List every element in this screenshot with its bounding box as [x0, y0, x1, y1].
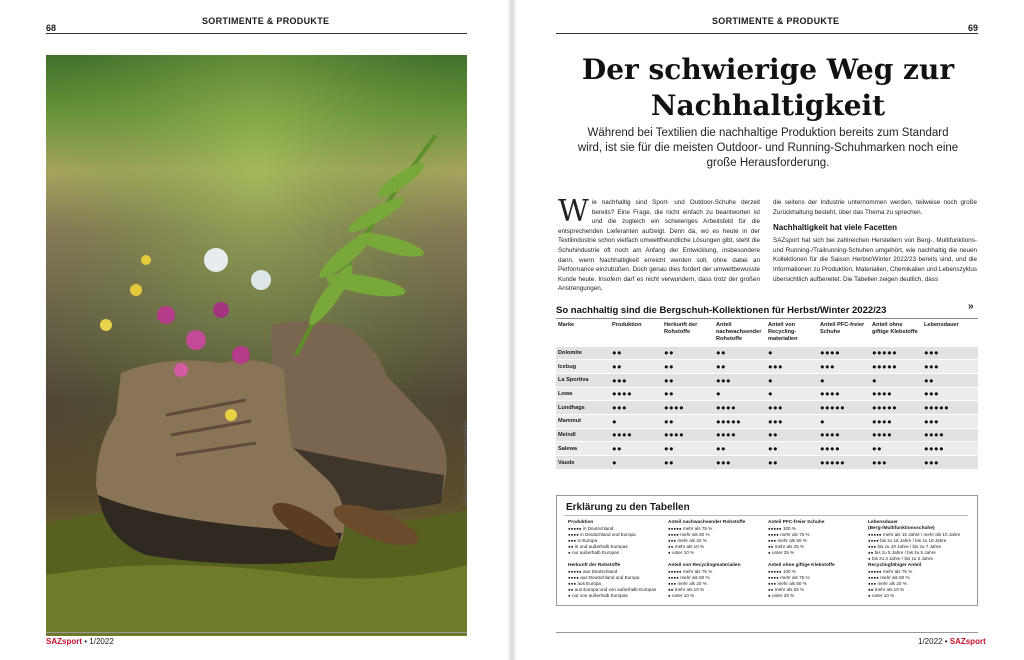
rating-dots: ●●●●	[662, 428, 714, 442]
legend-label: unter 10 %	[672, 550, 695, 555]
rating-dots: ●	[766, 387, 818, 401]
legend-label: 100 %	[782, 569, 796, 574]
rating-dots: ●●	[922, 373, 978, 387]
legend-group	[668, 520, 764, 556]
legend-dots: ●●●	[768, 538, 777, 543]
legend-label: in Europa	[577, 538, 598, 543]
legend-item	[668, 550, 764, 556]
brand-cell: Salewa	[556, 442, 610, 456]
body-column-2	[773, 198, 977, 284]
table-row	[556, 456, 978, 470]
legend-label: bis zu 5 Jahre / bis zu 5 Jahre	[874, 550, 936, 555]
article-headline: Der schwierige Weg zur Nachhaltigkeit	[581, 53, 955, 122]
rating-dots: ●●	[610, 360, 662, 374]
legend-group	[568, 563, 664, 599]
rating-dots: ●●●●●	[922, 401, 978, 415]
legend-dots: ●●●	[668, 581, 677, 586]
legend-dots: ●●●	[568, 581, 577, 586]
legend-label: 100 %	[782, 526, 796, 531]
table-row	[556, 428, 978, 442]
rating-dots: ●●●	[766, 414, 818, 428]
legend-dots: ●●●●	[668, 575, 679, 580]
legend-title: Erklärung zu den Tabellen	[566, 502, 690, 513]
rating-dots: ●●●●	[870, 414, 922, 428]
legend-dots: ●	[768, 550, 771, 555]
rating-dots: ●●	[662, 346, 714, 360]
rating-dots: ●●●●●	[870, 346, 922, 360]
legend-dots: ●●●●●	[868, 569, 882, 574]
table-title: So nachhaltig sind die Bergschuh-Kollektionen für Herbst/Winter 2022/23	[556, 305, 887, 316]
brand-cell: Dolomite	[556, 346, 610, 360]
rating-dots: ●	[610, 414, 662, 428]
legend-dots: ●●●●	[868, 575, 879, 580]
legend-item	[668, 593, 764, 599]
legend-group-title: Anteil PFC-freier Schuhe	[768, 520, 825, 525]
rating-dots: ●●●	[766, 401, 818, 415]
rating-dots: ●●	[766, 456, 818, 470]
brand-cell: Meindl	[556, 428, 610, 442]
body-text: ie nachhaltig sind Sport- und Outdoor-Schuhe derzeit bereits? Eine Frage, die nicht einfach zu beantworten ist und die zugleich ein schwieriges Arbeitsfeld für die entsprechenden Lieferanten aufzeigt. Denn da, wo es heute in der Textilindustrie schon vielfach umweltfreundliche Lösungen gibt, steht die Schuhindustrie oft noch am Anfang der Entwicklung, insbesondere dann, wenn Nachhaltigkeit erreicht werden soll, ohne dabei an Performance einzubüßen. Doch genau dies fordert der umweltbewusste Kunde heute. Insofern darf es nicht verwundern, dass trotz der großen Anstrengungen,	[558, 199, 760, 293]
legend-dots: ●●	[768, 587, 774, 592]
rating-dots: ●●●●	[818, 346, 870, 360]
rating-dots: ●●	[870, 442, 922, 456]
dropcap: W	[558, 194, 589, 229]
legend-dots: ●●●●	[568, 575, 579, 580]
legend-dots: ●●	[568, 544, 574, 549]
brand-cell: Mammut	[556, 414, 610, 428]
legend-label: aus Europa	[577, 581, 601, 586]
legend-group	[568, 520, 664, 556]
legend-label: mehr als 10 %	[874, 587, 905, 592]
running-head: SORTIMENTE & PRODUKTE	[712, 16, 840, 26]
table-row	[556, 360, 978, 374]
table-row	[556, 442, 978, 456]
article-lead: Während bei Textilien die nachhaltige Produktion bereits zum Standard wird, ist sie für die meisten Outdoor- und Running-Schuhmarken noch eine große Herausforderung.	[577, 127, 959, 169]
legend-dots: ●●	[868, 587, 874, 592]
rating-dots: ●●●	[922, 346, 978, 360]
legend-dots: ●●	[768, 544, 774, 549]
legend-dots: ●●●●	[768, 532, 779, 537]
rating-dots: ●	[818, 414, 870, 428]
rating-dots: ●●	[662, 414, 714, 428]
table-header-cell: Anteil nachwachsender Rohstoffe	[716, 322, 762, 342]
table-header-cell: Marke	[558, 322, 575, 328]
rating-dots: ●●●	[922, 360, 978, 374]
legend-item	[868, 556, 964, 562]
table-header-cell: Produktion	[612, 322, 642, 328]
rating-dots: ●●●	[714, 373, 766, 387]
rating-dots: ●●	[766, 442, 818, 456]
legend-label: mehr als 25 %	[774, 587, 805, 592]
table-row	[556, 414, 978, 428]
rating-dots: ●●●●	[610, 428, 662, 442]
legend-dots: ●	[668, 550, 671, 555]
legend-dots: ●●	[868, 550, 874, 555]
rating-dots: ●●●	[922, 414, 978, 428]
table-row	[556, 346, 978, 360]
legend-dots: ●●	[668, 587, 674, 592]
legend-item	[568, 593, 664, 599]
legend-label: bis zu 15 Jahre / bis zu 10 Jahre	[880, 538, 947, 543]
legend-dots: ●	[568, 550, 571, 555]
rating-dots: ●●	[610, 442, 662, 456]
rating-dots: ●●	[662, 373, 714, 387]
legend-group-title: Produktion	[568, 520, 594, 525]
table-header-cell: Anteil von Recycling-materialien	[768, 322, 798, 342]
rating-dots: ●●●	[766, 360, 818, 374]
legend-dots: ●●●●●	[568, 569, 582, 574]
footer: SAZsport • 1/2022	[46, 637, 114, 646]
brand-cell: Icebug	[556, 360, 610, 374]
section-subhead: Nachhaltigkeit hat viele Facetten	[773, 223, 898, 233]
rating-dots: ●●	[662, 360, 714, 374]
rating-dots: ●●●●	[610, 387, 662, 401]
page-gutter	[508, 0, 516, 660]
legend-dots: ●●●●●	[768, 526, 782, 531]
footer-brand: SAZsport	[46, 637, 82, 646]
rating-dots: ●●	[766, 428, 818, 442]
rating-dots: ●●●●	[818, 442, 870, 456]
legend-label: mehr als 75 %	[780, 575, 810, 580]
legend-label: mehr als 20 %	[877, 581, 907, 586]
page-number: 68	[46, 23, 57, 33]
header-rule	[46, 33, 467, 34]
rating-dots: ●	[818, 373, 870, 387]
footer-brand: SAZsport	[949, 637, 986, 646]
table-row	[556, 387, 978, 401]
footer-issue: 1/2022	[918, 637, 943, 646]
rating-dots: ●●●	[714, 456, 766, 470]
table-header-cell: Anteil ohne giftige Klebstoffe	[872, 322, 918, 335]
brand-cell: La Sportiva	[556, 373, 610, 387]
rating-dots: ●●●●	[922, 442, 978, 456]
legend-label: mehr als 75 %	[780, 532, 810, 537]
legend-dots: ●●●	[768, 581, 777, 586]
rating-dots: ●●	[714, 442, 766, 456]
legend-group-title: Lebensdauer (Berg-/Multifunktionsschuhe)	[868, 520, 935, 531]
table-header-cell: Anteil PFC-freier Schuhe	[820, 322, 865, 335]
page-number: 69	[968, 23, 979, 33]
footer-rule	[556, 632, 978, 633]
header-rule	[556, 33, 978, 34]
legend-dots: ●	[568, 593, 571, 598]
rating-dots: ●●●●	[714, 428, 766, 442]
rating-dots: ●●●●	[714, 401, 766, 415]
legend-dots: ●●●	[868, 544, 877, 549]
rating-dots: ●●●	[922, 456, 978, 470]
legend-label: mehr als 75 %	[682, 526, 713, 531]
legend-label: mehr als 50 %	[880, 575, 910, 580]
legend-group	[768, 563, 864, 599]
legend-group-title: Anteil von Recyclingmaterialien	[668, 563, 741, 568]
legend-group-title: Herkunft der Rohstoffe	[568, 563, 621, 568]
legend-group	[768, 520, 864, 556]
legend-label: mehr als 50 %	[680, 532, 710, 537]
legend-dots: ●●●●●	[668, 569, 682, 574]
legend-item	[768, 593, 864, 599]
footer-issue: 1/2022	[89, 637, 114, 646]
legend-dots: ●●●●●	[668, 526, 682, 531]
legend-label: in Deutschland	[582, 526, 614, 531]
legend-group	[868, 520, 964, 562]
legend-dots: ●	[868, 556, 871, 561]
table-header-cell: Lebensdauer	[924, 322, 959, 328]
legend-dots: ●●●●	[568, 532, 579, 537]
boots-with-flowers-illustration	[46, 55, 467, 636]
legend-label: in Deutschland und Europa	[580, 532, 636, 537]
legend-dots: ●	[668, 593, 671, 598]
legend-label: unter 25 %	[772, 593, 795, 598]
legend-dots: ●●●●	[668, 532, 679, 537]
rating-dots: ●●	[662, 456, 714, 470]
rating-dots: ●●●●	[922, 428, 978, 442]
rating-dots: ●●●●●	[870, 401, 922, 415]
legend-label: aus Europa und von außerhalb Europas	[574, 587, 657, 592]
rating-dots: ●●	[662, 387, 714, 401]
legend-dots: ●●●●	[768, 575, 779, 580]
rating-dots: ●●●●●	[870, 360, 922, 374]
table-header-cell: Herkunft der Rohstoffe	[664, 322, 698, 335]
rating-dots: ●●●●	[818, 428, 870, 442]
legend-group	[868, 563, 964, 599]
legend-dots: ●	[868, 593, 871, 598]
rating-dots: ●●●●	[662, 401, 714, 415]
legend-label: mehr als 50 %	[777, 538, 807, 543]
rating-dots: ●●●	[610, 401, 662, 415]
legend-dots: ●●	[668, 544, 674, 549]
rating-dots: ●●●●	[818, 387, 870, 401]
legend-label: mehr als 50 %	[777, 581, 807, 586]
legend-group-title: Recyclingfähiger Anteil	[868, 563, 922, 568]
brand-cell: Lowa	[556, 387, 610, 401]
legend-label: mehr als 10 %	[674, 587, 705, 592]
legend-dots: ●●●●●	[568, 526, 582, 531]
body-text: SAZsport hat sich bei zahlreichen Herstellern von Berg-, Multifunktions- und Running-/Trailrunning-Schuhen umgehört, wie nachhaltig die neuen Kollektionen für die Saison Herbst/Winter 2022/23 bereits sind, und die Informationen zu Produktion, Materialien, Chemikalien und Lebenszyklus übersichtlich aufbereitet. Die Tabellen zeigen deutlich, dass	[773, 237, 977, 283]
legend-label: unter 10 %	[672, 593, 695, 598]
rating-dots: ●●●	[610, 373, 662, 387]
body-text: die seitens der Industrie unternommen werden, teilweise noch große Zurückhaltung besteht, über das Thema zu sprechen.	[773, 199, 977, 216]
legend-label: nur von außerhalb Europas	[572, 593, 628, 598]
rating-dots: ●●●●	[870, 387, 922, 401]
footer-rule	[46, 632, 467, 633]
rating-dots: ●●●	[870, 456, 922, 470]
rating-dots: ●	[766, 373, 818, 387]
legend-dots: ●●●●	[868, 538, 879, 543]
legend-label: unter 25 %	[772, 550, 795, 555]
legend-dots: ●●	[568, 587, 574, 592]
legend-dots: ●●●	[668, 538, 677, 543]
legend-label: in und außerhalb Europas	[574, 544, 628, 549]
continue-arrow-icon: »	[968, 301, 974, 312]
legend-label: unter 10 %	[872, 593, 895, 598]
legend-label: mehr als 20 %	[677, 538, 707, 543]
legend-dots: ●	[768, 593, 771, 598]
legend-label: mehr als 15 Jahre / mehr als 10 Jahre	[882, 532, 961, 537]
rating-dots: ●●	[662, 442, 714, 456]
photo-credit: Foto: Shutterstock / Juhana Kustiblant	[463, 420, 469, 505]
rating-dots: ●●●●	[870, 428, 922, 442]
legend-label: mehr als 25 %	[774, 544, 805, 549]
footer: 1/2022 • SAZsport	[918, 637, 986, 646]
body-column-1	[558, 194, 760, 294]
rating-dots: ●●●	[922, 387, 978, 401]
legend-label: aus Deutschland	[582, 569, 618, 574]
hiking-boots-photo	[46, 55, 467, 636]
legend-label: bis zu 10 Jahre / bis zu 7 Jahre	[877, 544, 942, 549]
rating-dots: ●	[766, 346, 818, 360]
legend-dots: ●●●●●	[868, 532, 882, 537]
legend-rule	[564, 515, 968, 516]
legend-item	[568, 550, 664, 556]
rating-dots: ●●●	[818, 360, 870, 374]
legend-label: mehr als 50 %	[680, 575, 710, 580]
rating-dots: ●●	[714, 360, 766, 374]
legend-label: mehr als 75 %	[882, 569, 913, 574]
legend-label: mehr als 20 %	[677, 581, 707, 586]
legend-label: mehr als 10 %	[674, 544, 705, 549]
rating-dots: ●	[714, 387, 766, 401]
table-row	[556, 401, 978, 415]
brand-cell: Vaude	[556, 456, 610, 470]
legend-label: nur außerhalb Europas	[572, 550, 620, 555]
legend-group	[668, 563, 764, 599]
legend-group-title: Anteil ohne giftige Klebstoffe	[768, 563, 835, 568]
rating-dots: ●	[610, 456, 662, 470]
legend-label: mehr als 75 %	[682, 569, 713, 574]
legend-label: aus Deutschland und Europa	[580, 575, 640, 580]
legend-label: bis zu 3 Jahre / bis zu 2 Jahre	[872, 556, 934, 561]
rating-dots: ●●	[714, 346, 766, 360]
rating-dots: ●●	[610, 346, 662, 360]
legend-dots: ●●●	[868, 581, 877, 586]
rating-dots: ●	[870, 373, 922, 387]
running-head: SORTIMENTE & PRODUKTE	[202, 16, 330, 26]
legend-dots: ●●●●●	[768, 569, 782, 574]
sustainability-table	[556, 319, 978, 469]
legend-item	[768, 550, 864, 556]
legend-group-title: Anteil nachwachsender Rohstoffe	[668, 520, 746, 525]
legend-dots: ●●●	[568, 538, 577, 543]
rating-dots: ●●●●●	[818, 456, 870, 470]
legend-item	[868, 593, 964, 599]
rating-dots: ●●●●●	[818, 401, 870, 415]
table-row	[556, 373, 978, 387]
brand-cell: Lundhags	[556, 401, 610, 415]
rating-dots: ●●●●●	[714, 414, 766, 428]
